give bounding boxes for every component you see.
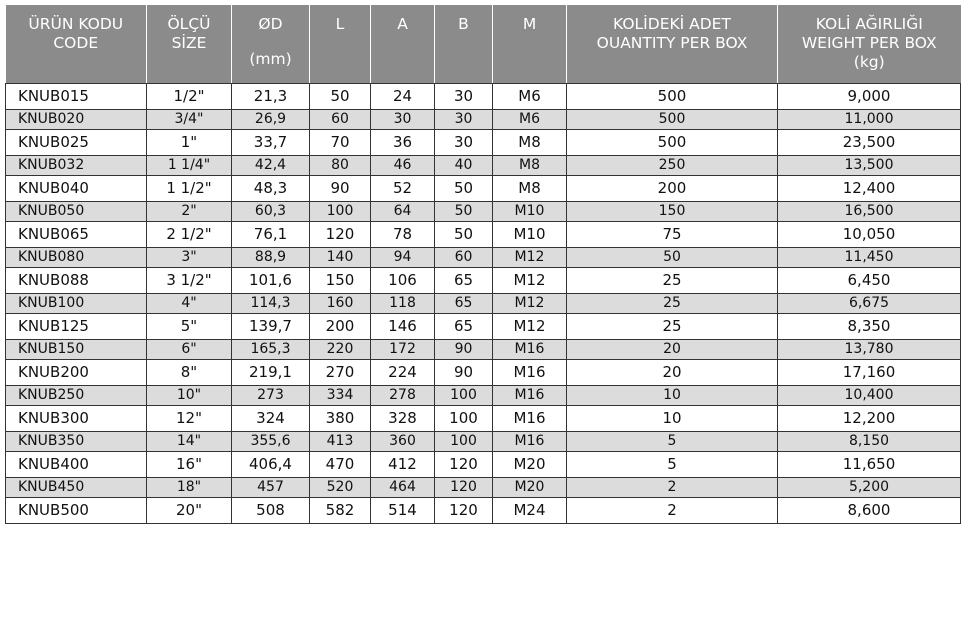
cell-diameter: 88,9 — [232, 247, 310, 267]
cell-quantity: 50 — [567, 247, 778, 267]
cell-diameter: 508 — [232, 497, 310, 523]
cell-a: 278 — [371, 385, 435, 405]
cell-size: 10" — [147, 385, 232, 405]
header-diameter-unit: (mm) — [249, 50, 292, 68]
header-m — [493, 5, 567, 83]
cell-quantity: 20 — [567, 359, 778, 385]
cell-code: KNUB032 — [6, 155, 147, 175]
cell-l: 380 — [310, 405, 371, 431]
cell-b: 120 — [435, 451, 493, 477]
header-b-label: B — [458, 15, 469, 33]
cell-weight: 6,450 — [778, 267, 961, 293]
cell-b: 40 — [435, 155, 493, 175]
cell-weight: 11,450 — [778, 247, 961, 267]
cell-l: 50 — [310, 83, 371, 109]
table-row — [6, 293, 961, 313]
cell-b: 100 — [435, 405, 493, 431]
cell-quantity: 5 — [567, 431, 778, 451]
cell-a: 94 — [371, 247, 435, 267]
cell-b: 65 — [435, 267, 493, 293]
cell-a: 78 — [371, 221, 435, 247]
cell-quantity: 5 — [567, 451, 778, 477]
cell-a: 328 — [371, 405, 435, 431]
cell-code: KNUB125 — [6, 313, 147, 339]
cell-diameter: 60,3 — [232, 201, 310, 221]
cell-weight: 12,400 — [778, 175, 961, 201]
cell-a: 172 — [371, 339, 435, 359]
cell-diameter: 33,7 — [232, 129, 310, 155]
cell-diameter: 139,7 — [232, 313, 310, 339]
cell-size: 2 1/2" — [147, 221, 232, 247]
cell-size: 1/2" — [147, 83, 232, 109]
cell-m: M8 — [493, 129, 567, 155]
cell-diameter: 165,3 — [232, 339, 310, 359]
cell-weight: 10,400 — [778, 385, 961, 405]
cell-quantity: 25 — [567, 267, 778, 293]
cell-size: 6" — [147, 339, 232, 359]
cell-quantity: 2 — [567, 497, 778, 523]
cell-b: 30 — [435, 83, 493, 109]
cell-a: 52 — [371, 175, 435, 201]
cell-weight: 13,780 — [778, 339, 961, 359]
table-row — [6, 451, 961, 477]
table-row — [6, 431, 961, 451]
cell-diameter: 42,4 — [232, 155, 310, 175]
cell-m: M10 — [493, 221, 567, 247]
cell-a: 146 — [371, 313, 435, 339]
cell-code: KNUB150 — [6, 339, 147, 359]
cell-b: 100 — [435, 385, 493, 405]
cell-quantity: 10 — [567, 405, 778, 431]
cell-l: 200 — [310, 313, 371, 339]
header-quantity — [567, 5, 778, 83]
header-size-en: SİZE — [171, 34, 207, 52]
cell-weight: 11,000 — [778, 109, 961, 129]
cell-b: 50 — [435, 221, 493, 247]
cell-weight: 10,050 — [778, 221, 961, 247]
cell-quantity: 20 — [567, 339, 778, 359]
header-diameter — [232, 5, 310, 83]
header-diameter-label: ØD — [258, 15, 283, 33]
cell-code: KNUB050 — [6, 201, 147, 221]
cell-code: KNUB015 — [6, 83, 147, 109]
header-b — [435, 5, 493, 83]
table-row — [6, 155, 961, 175]
cell-b: 30 — [435, 109, 493, 129]
cell-quantity: 200 — [567, 175, 778, 201]
cell-b: 120 — [435, 477, 493, 497]
cell-m: M8 — [493, 155, 567, 175]
cell-l: 413 — [310, 431, 371, 451]
cell-size: 8" — [147, 359, 232, 385]
cell-code: KNUB350 — [6, 431, 147, 451]
cell-m: M12 — [493, 293, 567, 313]
cell-quantity: 500 — [567, 109, 778, 129]
cell-m: M16 — [493, 431, 567, 451]
cell-m: M12 — [493, 247, 567, 267]
cell-a: 24 — [371, 83, 435, 109]
cell-quantity: 75 — [567, 221, 778, 247]
cell-b: 100 — [435, 431, 493, 451]
cell-a: 46 — [371, 155, 435, 175]
cell-a: 412 — [371, 451, 435, 477]
cell-l: 70 — [310, 129, 371, 155]
table-row — [6, 175, 961, 201]
cell-size: 16" — [147, 451, 232, 477]
cell-a: 118 — [371, 293, 435, 313]
cell-code: KNUB088 — [6, 267, 147, 293]
cell-l: 100 — [310, 201, 371, 221]
header-size-tr: ÖLÇÜ — [167, 15, 211, 33]
cell-a: 106 — [371, 267, 435, 293]
cell-quantity: 2 — [567, 477, 778, 497]
header-weight-tr: KOLİ AĞIRLIĞI — [815, 15, 923, 33]
cell-size: 4" — [147, 293, 232, 313]
cell-size: 18" — [147, 477, 232, 497]
cell-weight: 11,650 — [778, 451, 961, 477]
header-size — [147, 5, 232, 83]
cell-diameter: 48,3 — [232, 175, 310, 201]
cell-diameter: 219,1 — [232, 359, 310, 385]
cell-weight: 13,500 — [778, 155, 961, 175]
header-code — [6, 5, 147, 83]
cell-quantity: 500 — [567, 129, 778, 155]
table-row — [6, 129, 961, 155]
cell-size: 12" — [147, 405, 232, 431]
cell-a: 360 — [371, 431, 435, 451]
cell-code: KNUB400 — [6, 451, 147, 477]
cell-weight: 9,000 — [778, 83, 961, 109]
cell-code: KNUB250 — [6, 385, 147, 405]
cell-l: 520 — [310, 477, 371, 497]
cell-code: KNUB200 — [6, 359, 147, 385]
header-weight-unit: (kg) — [853, 53, 885, 71]
cell-quantity: 150 — [567, 201, 778, 221]
cell-code: KNUB500 — [6, 497, 147, 523]
cell-diameter: 273 — [232, 385, 310, 405]
cell-quantity: 25 — [567, 313, 778, 339]
product-spec-table — [5, 5, 961, 524]
cell-code: KNUB100 — [6, 293, 147, 313]
cell-a: 30 — [371, 109, 435, 129]
cell-quantity: 500 — [567, 83, 778, 109]
cell-weight: 23,500 — [778, 129, 961, 155]
cell-a: 464 — [371, 477, 435, 497]
header-m-label: M — [522, 15, 537, 33]
cell-weight: 5,200 — [778, 477, 961, 497]
cell-size: 1 1/2" — [147, 175, 232, 201]
cell-l: 220 — [310, 339, 371, 359]
cell-m: M12 — [493, 267, 567, 293]
cell-weight: 8,350 — [778, 313, 961, 339]
cell-diameter: 26,9 — [232, 109, 310, 129]
cell-m: M8 — [493, 175, 567, 201]
cell-l: 582 — [310, 497, 371, 523]
cell-diameter: 355,6 — [232, 431, 310, 451]
cell-l: 470 — [310, 451, 371, 477]
cell-m: M16 — [493, 339, 567, 359]
cell-m: M16 — [493, 385, 567, 405]
cell-l: 90 — [310, 175, 371, 201]
cell-size: 1" — [147, 129, 232, 155]
header-quantity-en: OUANTITY PER BOX — [596, 34, 748, 52]
table-row — [6, 221, 961, 247]
header-a — [371, 5, 435, 83]
cell-weight: 12,200 — [778, 405, 961, 431]
cell-a: 224 — [371, 359, 435, 385]
cell-size: 1 1/4" — [147, 155, 232, 175]
cell-weight: 17,160 — [778, 359, 961, 385]
cell-size: 3/4" — [147, 109, 232, 129]
cell-size: 2" — [147, 201, 232, 221]
cell-code: KNUB040 — [6, 175, 147, 201]
cell-l: 334 — [310, 385, 371, 405]
cell-m: M16 — [493, 405, 567, 431]
cell-diameter: 324 — [232, 405, 310, 431]
cell-m: M10 — [493, 201, 567, 221]
table-row — [6, 339, 961, 359]
table-row — [6, 83, 961, 109]
cell-quantity: 250 — [567, 155, 778, 175]
cell-weight: 16,500 — [778, 201, 961, 221]
cell-l: 80 — [310, 155, 371, 175]
cell-code: KNUB025 — [6, 129, 147, 155]
header-quantity-tr: KOLİDEKİ ADET — [613, 15, 731, 33]
cell-code: KNUB450 — [6, 477, 147, 497]
cell-b: 50 — [435, 201, 493, 221]
cell-l: 160 — [310, 293, 371, 313]
cell-code: KNUB065 — [6, 221, 147, 247]
cell-l: 140 — [310, 247, 371, 267]
cell-weight: 8,150 — [778, 431, 961, 451]
table-row — [6, 497, 961, 523]
cell-size: 5" — [147, 313, 232, 339]
table-row — [6, 477, 961, 497]
cell-weight: 8,600 — [778, 497, 961, 523]
table-row — [6, 247, 961, 267]
header-weight-en: WEIGHT PER BOX — [801, 34, 937, 52]
header-l — [310, 5, 371, 83]
cell-l: 150 — [310, 267, 371, 293]
header-weight — [778, 5, 961, 83]
table-row — [6, 405, 961, 431]
cell-a: 36 — [371, 129, 435, 155]
cell-quantity: 10 — [567, 385, 778, 405]
cell-weight: 6,675 — [778, 293, 961, 313]
header-code-tr: ÜRÜN KODU — [28, 15, 124, 33]
header-l-label: L — [335, 15, 345, 33]
product-table-container — [5, 5, 960, 524]
table-row — [6, 267, 961, 293]
cell-b: 120 — [435, 497, 493, 523]
table-row — [6, 109, 961, 129]
cell-code: KNUB020 — [6, 109, 147, 129]
table-row — [6, 385, 961, 405]
cell-a: 64 — [371, 201, 435, 221]
cell-code: KNUB080 — [6, 247, 147, 267]
cell-size: 3" — [147, 247, 232, 267]
cell-size: 14" — [147, 431, 232, 451]
cell-b: 60 — [435, 247, 493, 267]
cell-b: 90 — [435, 339, 493, 359]
table-body — [6, 83, 961, 523]
cell-l: 120 — [310, 221, 371, 247]
cell-size: 20" — [147, 497, 232, 523]
cell-m: M24 — [493, 497, 567, 523]
cell-m: M20 — [493, 477, 567, 497]
cell-m: M6 — [493, 109, 567, 129]
cell-diameter: 406,4 — [232, 451, 310, 477]
cell-l: 270 — [310, 359, 371, 385]
cell-size: 3 1/2" — [147, 267, 232, 293]
cell-m: M12 — [493, 313, 567, 339]
header-row — [6, 5, 961, 83]
cell-a: 514 — [371, 497, 435, 523]
cell-diameter: 457 — [232, 477, 310, 497]
cell-diameter: 76,1 — [232, 221, 310, 247]
cell-m: M6 — [493, 83, 567, 109]
cell-diameter: 21,3 — [232, 83, 310, 109]
table-row — [6, 359, 961, 385]
header-a-label: A — [397, 15, 408, 33]
cell-b: 90 — [435, 359, 493, 385]
cell-code: KNUB300 — [6, 405, 147, 431]
cell-b: 50 — [435, 175, 493, 201]
table-row — [6, 313, 961, 339]
table-row — [6, 201, 961, 221]
cell-l: 60 — [310, 109, 371, 129]
cell-b: 65 — [435, 313, 493, 339]
cell-diameter: 114,3 — [232, 293, 310, 313]
header-code-en: CODE — [53, 34, 99, 52]
cell-diameter: 101,6 — [232, 267, 310, 293]
cell-m: M16 — [493, 359, 567, 385]
cell-b: 30 — [435, 129, 493, 155]
cell-b: 65 — [435, 293, 493, 313]
cell-quantity: 25 — [567, 293, 778, 313]
cell-m: M20 — [493, 451, 567, 477]
